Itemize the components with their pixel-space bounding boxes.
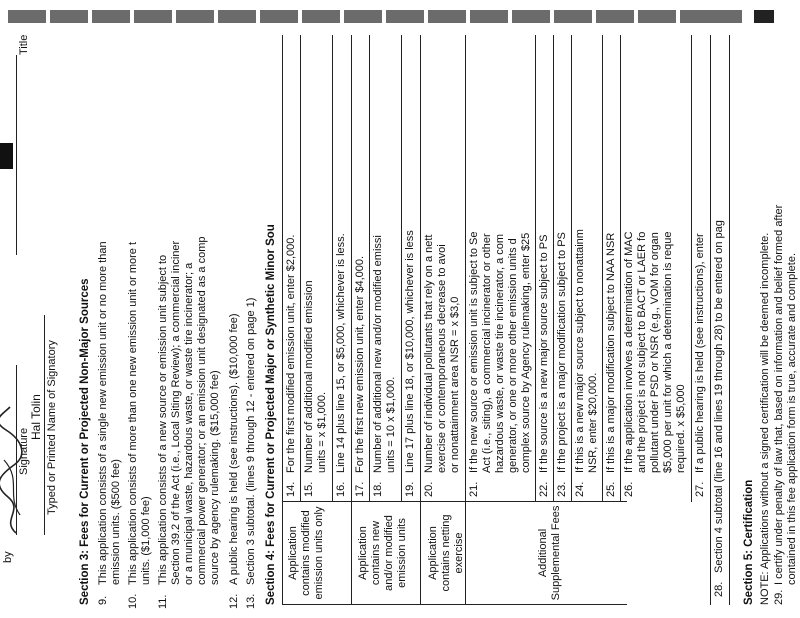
registration-mark bbox=[680, 10, 718, 23]
row-num: 25. bbox=[605, 481, 617, 497]
row-line: Number of individual pollutants that rely on a nett bbox=[423, 234, 435, 473]
item-num: 10. bbox=[127, 593, 139, 609]
row-num: 15. bbox=[303, 481, 315, 497]
registration-mark bbox=[470, 10, 508, 23]
table-rule bbox=[282, 501, 627, 502]
table-rule bbox=[351, 35, 352, 605]
table-rule bbox=[282, 35, 283, 605]
row-line: units = 10 x $1,000. bbox=[385, 376, 397, 473]
registration-mark bbox=[428, 10, 466, 23]
handwritten-signature bbox=[0, 405, 26, 535]
row-line: Number of additional new and/or modified emissi bbox=[372, 235, 384, 473]
registration-mark bbox=[554, 10, 592, 23]
row-line: If the new source or emission unit is subject to Se bbox=[468, 231, 480, 473]
table-rule bbox=[332, 35, 333, 502]
rotated-form-page bbox=[75, 35, 798, 615]
row-line: Act (i.e., siting), a commercial incinerator or other bbox=[481, 233, 493, 473]
signature-block bbox=[0, 35, 80, 615]
row-num: 22. bbox=[538, 481, 550, 497]
row-num: 26. bbox=[623, 481, 635, 497]
row-line: hazardous waste, or waste tire incinerator, a com bbox=[494, 233, 506, 473]
row-line: If a public hearing is held (see instructions), enter bbox=[694, 233, 706, 473]
item-line: source by agency rulemaking. ($15,000 fee) bbox=[209, 370, 221, 585]
table-rule bbox=[553, 35, 554, 502]
title-line bbox=[16, 55, 17, 255]
table-rule bbox=[602, 35, 603, 502]
registration-mark bbox=[92, 10, 130, 23]
row-num: 28. bbox=[713, 581, 725, 597]
row-line: complex source by Agency rulemaking, enter $25 bbox=[520, 232, 532, 473]
table-rule bbox=[465, 35, 466, 605]
table-rule bbox=[369, 35, 370, 502]
item-line: emission units. ($500 fee) bbox=[110, 459, 122, 585]
group-label: Application contains modified emission units only bbox=[287, 506, 325, 600]
row-line: generator, or one or more other emission units d bbox=[507, 238, 519, 473]
row-num: 21. bbox=[468, 481, 480, 497]
row-num: 14. bbox=[285, 481, 297, 497]
row-line: required. x $5,000 bbox=[675, 384, 687, 473]
item-line: This application consists of a single new emission unit or no more than bbox=[97, 241, 109, 585]
item-line: This application consists of more than one new emission unit or more t bbox=[127, 242, 139, 585]
table-rule bbox=[282, 604, 627, 605]
item-line: A public hearing is held (see instructions). ($10,000 fee) bbox=[228, 313, 240, 585]
row-line: Line 17 plus line 18, or $10,000, whichever is less bbox=[404, 230, 416, 473]
row-line: If the project is a major modification subject to PS bbox=[556, 232, 568, 473]
item-num: 9. bbox=[97, 595, 109, 605]
group-label: Application contains new and/or modified emission units bbox=[357, 515, 408, 591]
registration-mark bbox=[344, 10, 382, 23]
section3-heading: Section 3: Fees for Current or Projected Non-Major Sources bbox=[79, 278, 91, 605]
registration-mark bbox=[260, 10, 298, 23]
table-rule bbox=[691, 35, 692, 502]
row-line: or nonattainment area NSR = x $3,0 bbox=[449, 296, 461, 473]
row-line: If the source is a new major source subject to PS bbox=[538, 234, 550, 473]
table-rule bbox=[535, 35, 536, 502]
table-rule bbox=[401, 35, 402, 502]
certification-line: I certify under penalty of law that, based on information and belief formed after bbox=[773, 204, 785, 585]
row-num: 27. bbox=[694, 481, 706, 497]
row-line: Line 14 plus line 15, or $5,000, whichever is less. bbox=[335, 233, 347, 473]
table-rule bbox=[729, 35, 730, 605]
item-line: or a municipal waste, hazardous waste, or waste tire incinerator; a bbox=[183, 262, 195, 585]
item-line: commercial power generator; or an emission unit designated as a comp bbox=[196, 236, 208, 585]
row-line: and the project is not subject to BACT or LAER fo bbox=[636, 231, 648, 473]
item-line: units. ($1,000 fee) bbox=[140, 496, 152, 585]
table-rule bbox=[300, 35, 301, 502]
row-line: units = x $1,000. bbox=[316, 391, 328, 473]
item-line: Section 3 subtotal. (lines 9 through 12 - entered on page 1) bbox=[245, 297, 257, 585]
row-num: 18. bbox=[372, 481, 384, 497]
item-line: This application consists of a new source or emission unit subject to bbox=[157, 254, 169, 585]
row-line: If this is a new major source subject to nonattainm bbox=[574, 229, 586, 473]
table-rule bbox=[571, 35, 572, 502]
by-label: by bbox=[2, 551, 14, 563]
registration-mark bbox=[50, 10, 88, 23]
row-line: pollutant under PSD or NSR (e.g., VOM for organ bbox=[649, 232, 661, 473]
row-line: If the application involves a determination of MAC bbox=[623, 231, 635, 473]
item-num: 13. bbox=[245, 593, 257, 609]
registration-mark bbox=[596, 10, 634, 23]
table-rule bbox=[620, 35, 621, 502]
registration-mark bbox=[8, 10, 46, 23]
row-num: 16. bbox=[335, 481, 347, 497]
registration-mark bbox=[512, 10, 550, 23]
registration-mark bbox=[714, 10, 742, 23]
row-line: $5,000 per unit for which a determination is reque bbox=[662, 231, 674, 473]
printed-name: Hal Tolin bbox=[29, 394, 43, 440]
item-num: 12. bbox=[228, 593, 240, 609]
row-num: 23. bbox=[556, 481, 568, 497]
row-num: 19. bbox=[404, 481, 416, 497]
section4-heading: Section 4: Fees for Current or Projected Major or Synthetic Minor Sou bbox=[265, 224, 277, 605]
row-line: exercise or contemporaneous decrease to avoi bbox=[436, 244, 448, 473]
note-text: NOTE: Applications without a signed certification will be deemed incomplete. bbox=[759, 232, 771, 605]
row-num: 17. bbox=[354, 481, 366, 497]
registration-mark bbox=[218, 10, 256, 23]
printed-name-label: Typed or Printed Name of Signatory bbox=[46, 340, 58, 515]
row-line: If this is a major modification subject to NAA NSR bbox=[605, 232, 617, 473]
registration-mark bbox=[386, 10, 424, 23]
registration-mark bbox=[638, 10, 676, 23]
group-label: Application contains netting exercise bbox=[427, 514, 465, 592]
subtotal-text: Section 4 subtotal (line 16 and lines 19 through 28) to be entered on pag bbox=[713, 220, 725, 573]
row-num: 20. bbox=[423, 481, 435, 497]
signature-label: Signature bbox=[18, 427, 30, 475]
row-line: Number of additional modified emission bbox=[303, 280, 315, 473]
section5-heading: Section 5: Certification bbox=[743, 479, 755, 605]
name-line bbox=[44, 315, 45, 535]
registration-mark bbox=[754, 10, 774, 23]
registration-mark bbox=[176, 10, 214, 23]
item-line: Section 39.2 of the Act (i.e., Local Siting Review); a commercial inciner bbox=[170, 240, 182, 585]
row-line: For the first new emission unit, enter $4,000. bbox=[354, 255, 366, 473]
registration-mark bbox=[134, 10, 172, 23]
row-num: 24. bbox=[574, 481, 586, 497]
group-label: Additional Supplemental Fees bbox=[537, 505, 562, 601]
table-rule bbox=[420, 35, 421, 605]
row-line: For the first modified emission unit, enter $2,000. bbox=[285, 234, 297, 473]
registration-mark bbox=[302, 10, 340, 23]
certification-line: contained in this fee application form is true, accurate and complete. bbox=[786, 252, 798, 585]
title-label: Title bbox=[18, 34, 30, 55]
item-num: 29. bbox=[773, 589, 785, 605]
item-num: 11. bbox=[157, 594, 169, 609]
table-rule bbox=[710, 35, 711, 605]
row-line: NSR, enter $20,000. bbox=[587, 372, 599, 473]
